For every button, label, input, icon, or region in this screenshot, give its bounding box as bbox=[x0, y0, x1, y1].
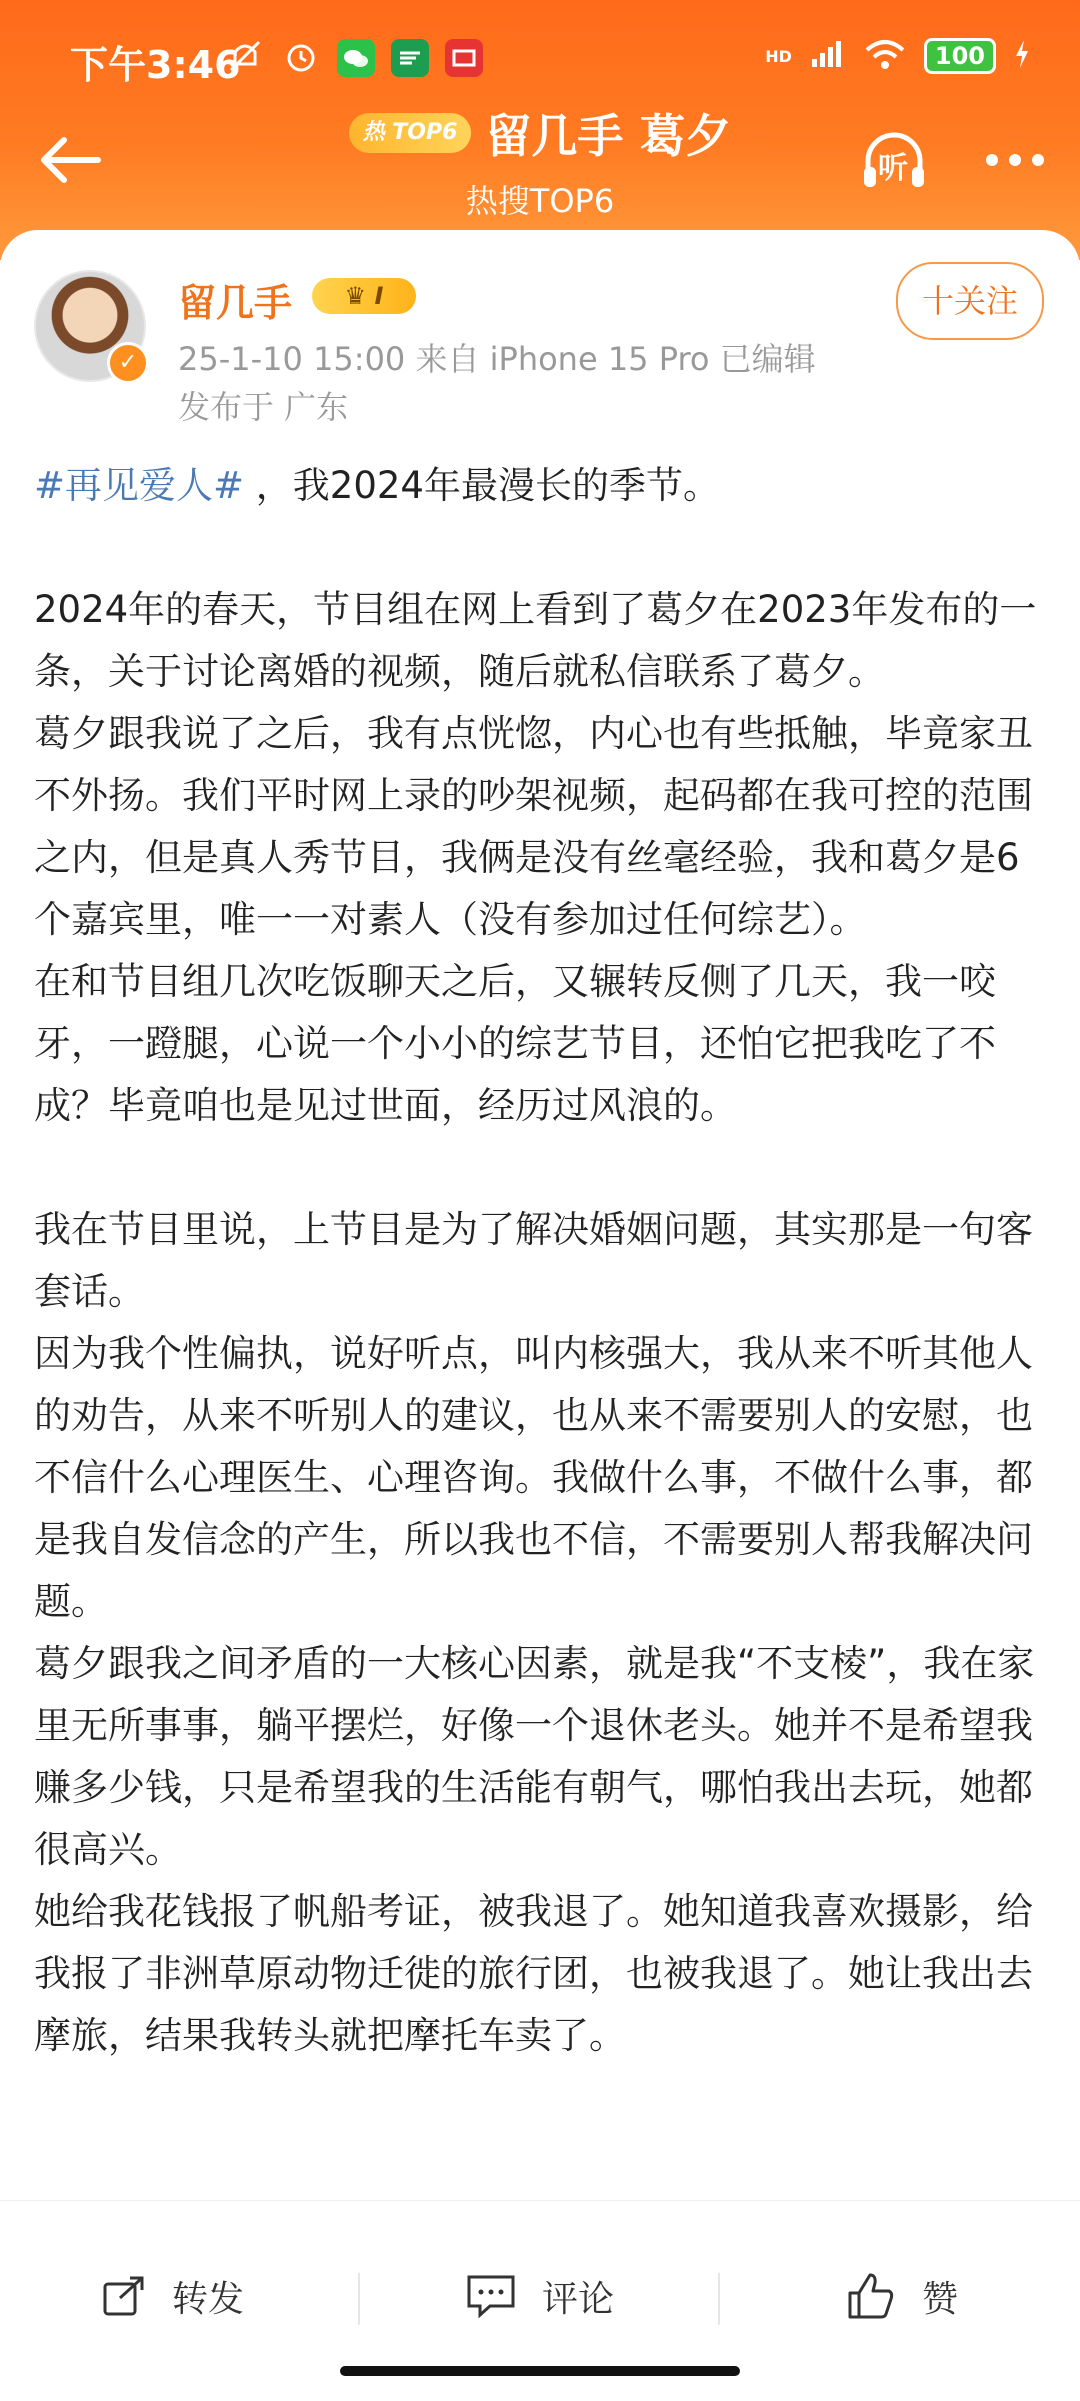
level-badge-text: I bbox=[374, 282, 384, 310]
status-notification-icons bbox=[225, 36, 483, 80]
divider bbox=[718, 2273, 720, 2325]
hashtag-link[interactable]: #再见爱人# bbox=[34, 464, 245, 507]
post-meta: 25-1-10 15:00 来自 iPhone 15 Pro 已编辑 bbox=[178, 340, 816, 378]
mute-icon bbox=[225, 36, 265, 80]
post-content bbox=[34, 455, 1046, 2067]
repost-icon bbox=[102, 2274, 146, 2318]
status-right-icons bbox=[765, 38, 1030, 74]
crown-icon: ♛ bbox=[344, 282, 367, 310]
post-card bbox=[0, 230, 1080, 2250]
post-text: ，我2024年最漫长的季节。 2024年的春天，节目组在网上看到了葛夕在2023年发布的一条，关于讨论离婚的视频，随后就私信联系了葛夕。 葛夕跟我说了之后，我有点恍惚，内心也有些抵触，毕竟家丑不外扬。我们平时网上录的吵架视频，起码都在我可控的范围之内，但是真人秀节目，我俩是没有丝毫经验，我和葛夕是6个嘉宾里，唯一一对素人（没有参加过任何综艺）。 在和节目组几次吃饭聊天之后，又辗转反侧了几天，我一咬牙，一蹬腿，心说一个小小的综艺节目，还怕它把我吃了不成？毕竟咱也是见过世面，经历过风浪的。 我在节目里说，上节目是为了解决婚姻问题，其实那是一句客套话。 因为我个性偏执，说好听点，叫内核强大，我从来不听其他人的劝告，从来不听别人的建议，也从来不需要别人的安慰，也不信什么心理医生、心理咨询。我做什么事，不做什么事，都是我自发信念的产生，所以我也不信，不需要别人帮我解决问题。 葛夕跟我之间矛盾的一大核心因素，就是我“不支棱”，我在家里无所事事，躺平摆烂，好像一个退休老头。她并不是希望我赚多少钱，只是希望我的生活能有朝气，哪怕我出去玩，她都很高兴。 她给我花钱报了帆船考证，被我退了。她知道我喜欢摄影，给我报了非洲草原动物迁徙的旅行团，也被我退了。她让我出去摩旅，结果我转头就把摩托车卖了。 bbox=[34, 464, 1037, 2057]
level-badge bbox=[312, 278, 416, 314]
more-button[interactable] bbox=[980, 130, 1050, 190]
charging-icon bbox=[1014, 40, 1030, 72]
signal-icon bbox=[810, 39, 846, 73]
comment-icon bbox=[466, 2274, 516, 2318]
listen-button[interactable] bbox=[858, 125, 930, 197]
like-label: 赞 bbox=[922, 2278, 959, 2320]
follow-button[interactable]: 十关注 bbox=[896, 262, 1044, 340]
alarm-icon bbox=[281, 36, 321, 80]
like-button[interactable] bbox=[846, 2261, 958, 2331]
top-header bbox=[0, 0, 1080, 260]
status-time: 下午3:46 bbox=[70, 43, 241, 87]
page-title: 留几手 葛夕 bbox=[485, 109, 732, 163]
more-dots-icon bbox=[980, 130, 1050, 190]
post-location: 发布于 广东 bbox=[178, 388, 349, 426]
comment-button[interactable] bbox=[466, 2261, 614, 2331]
comment-label: 评论 bbox=[542, 2278, 615, 2320]
battery-indicator: 100 bbox=[924, 38, 996, 74]
network-type: HD bbox=[765, 46, 792, 66]
repost-label: 转发 bbox=[172, 2278, 245, 2320]
postal-app-icon bbox=[391, 39, 429, 77]
verified-badge-icon: ✓ bbox=[107, 342, 149, 384]
listen-label: 听 bbox=[878, 151, 908, 186]
hot-rank-badge: 热 TOP6 bbox=[349, 113, 472, 153]
author-name[interactable]: 留几手 bbox=[178, 281, 293, 325]
wechat-icon bbox=[337, 39, 375, 77]
page-subtitle: 热搜TOP6 bbox=[465, 182, 615, 220]
thumbs-up-icon bbox=[846, 2271, 896, 2321]
home-indicator[interactable] bbox=[340, 2366, 740, 2376]
repost-button[interactable] bbox=[102, 2261, 244, 2331]
divider bbox=[358, 2273, 360, 2325]
wifi-icon bbox=[864, 38, 906, 74]
toutiao-icon bbox=[445, 39, 483, 77]
